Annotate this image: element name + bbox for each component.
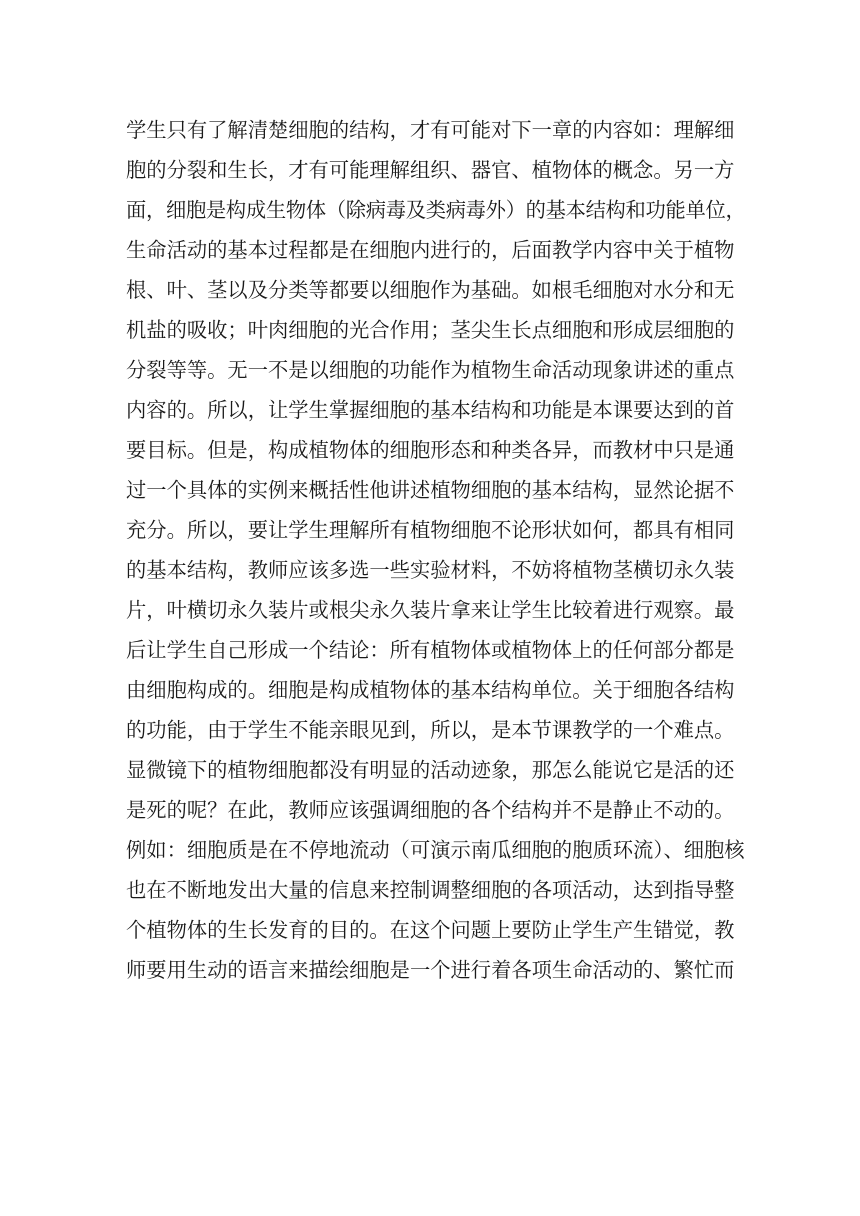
text-line: 的功能，由于学生不能亲眼见到，所以，是本节课教学的一个难点。 bbox=[126, 718, 735, 742]
text-line: 生命活动的基本过程都是在细胞内进行的，后面教学内容中关于植物 bbox=[126, 238, 735, 262]
body-paragraph bbox=[126, 110, 746, 990]
text-line: 充分。所以，要让学生理解所有植物细胞不论形状如何，都具有相同 bbox=[126, 518, 735, 542]
text-line: 过一个具体的实例来概括性他讲述植物细胞的基本结构，显然论据不 bbox=[126, 478, 735, 502]
text-line: 分裂等等。无一不是以细胞的功能作为植物生命活动现象讲述的重点 bbox=[126, 358, 735, 382]
text-line: 的基本结构，教师应该多选一些实验材料，不妨将植物茎横切永久装 bbox=[126, 558, 735, 582]
text-line: 机盐的吸收；叶肉细胞的光合作用；茎尖生长点细胞和形成层细胞的 bbox=[126, 318, 735, 342]
text-line: 由细胞构成的。细胞是构成植物体的基本结构单位。关于细胞各结构 bbox=[126, 678, 735, 702]
text-line: 例如：细胞质是在不停地流动（可演示南瓜细胞的胞质环流）、细胞核 bbox=[126, 838, 745, 862]
text-line: 学生只有了解清楚细胞的结构，才有可能对下一章的内容如：理解细 bbox=[126, 118, 735, 142]
text-line: 是死的呢？在此，教师应该强调细胞的各个结构并不是静止不动的。 bbox=[126, 798, 735, 822]
text-line: 内容的。所以，让学生掌握细胞的基本结构和功能是本课要达到的首 bbox=[126, 398, 735, 422]
text-line: 显微镜下的植物细胞都没有明显的活动迹象，那怎么能说它是活的还 bbox=[126, 758, 735, 782]
text-line: 片，叶横切永久装片或根尖永久装片拿来让学生比较着进行观察。最 bbox=[126, 598, 735, 622]
text-line: 根、叶、茎以及分类等都要以细胞作为基础。如根毛细胞对水分和无 bbox=[126, 278, 735, 302]
text-line: 胞的分裂和生长，才有可能理解组织、器官、植物体的概念。另一方 bbox=[126, 158, 735, 182]
text-line: 也在不断地发出大量的信息来控制调整细胞的各项活动，达到指导整 bbox=[126, 878, 735, 902]
text-line: 后让学生自己形成一个结论：所有植物体或植物体上的任何部分都是 bbox=[126, 638, 735, 662]
text-line: 师要用生动的语言来描绘细胞是一个进行着各项生命活动的、繁忙而 bbox=[126, 958, 735, 982]
text-line: 个植物体的生长发育的目的。在这个问题上要防止学生产生错觉，教 bbox=[126, 918, 735, 942]
text-line: 要目标。但是，构成植物体的细胞形态和种类各异，而教材中只是通 bbox=[126, 438, 735, 462]
text-line: 面，细胞是构成生物体（除病毒及类病毒外）的基本结构和功能单位， bbox=[126, 198, 746, 222]
